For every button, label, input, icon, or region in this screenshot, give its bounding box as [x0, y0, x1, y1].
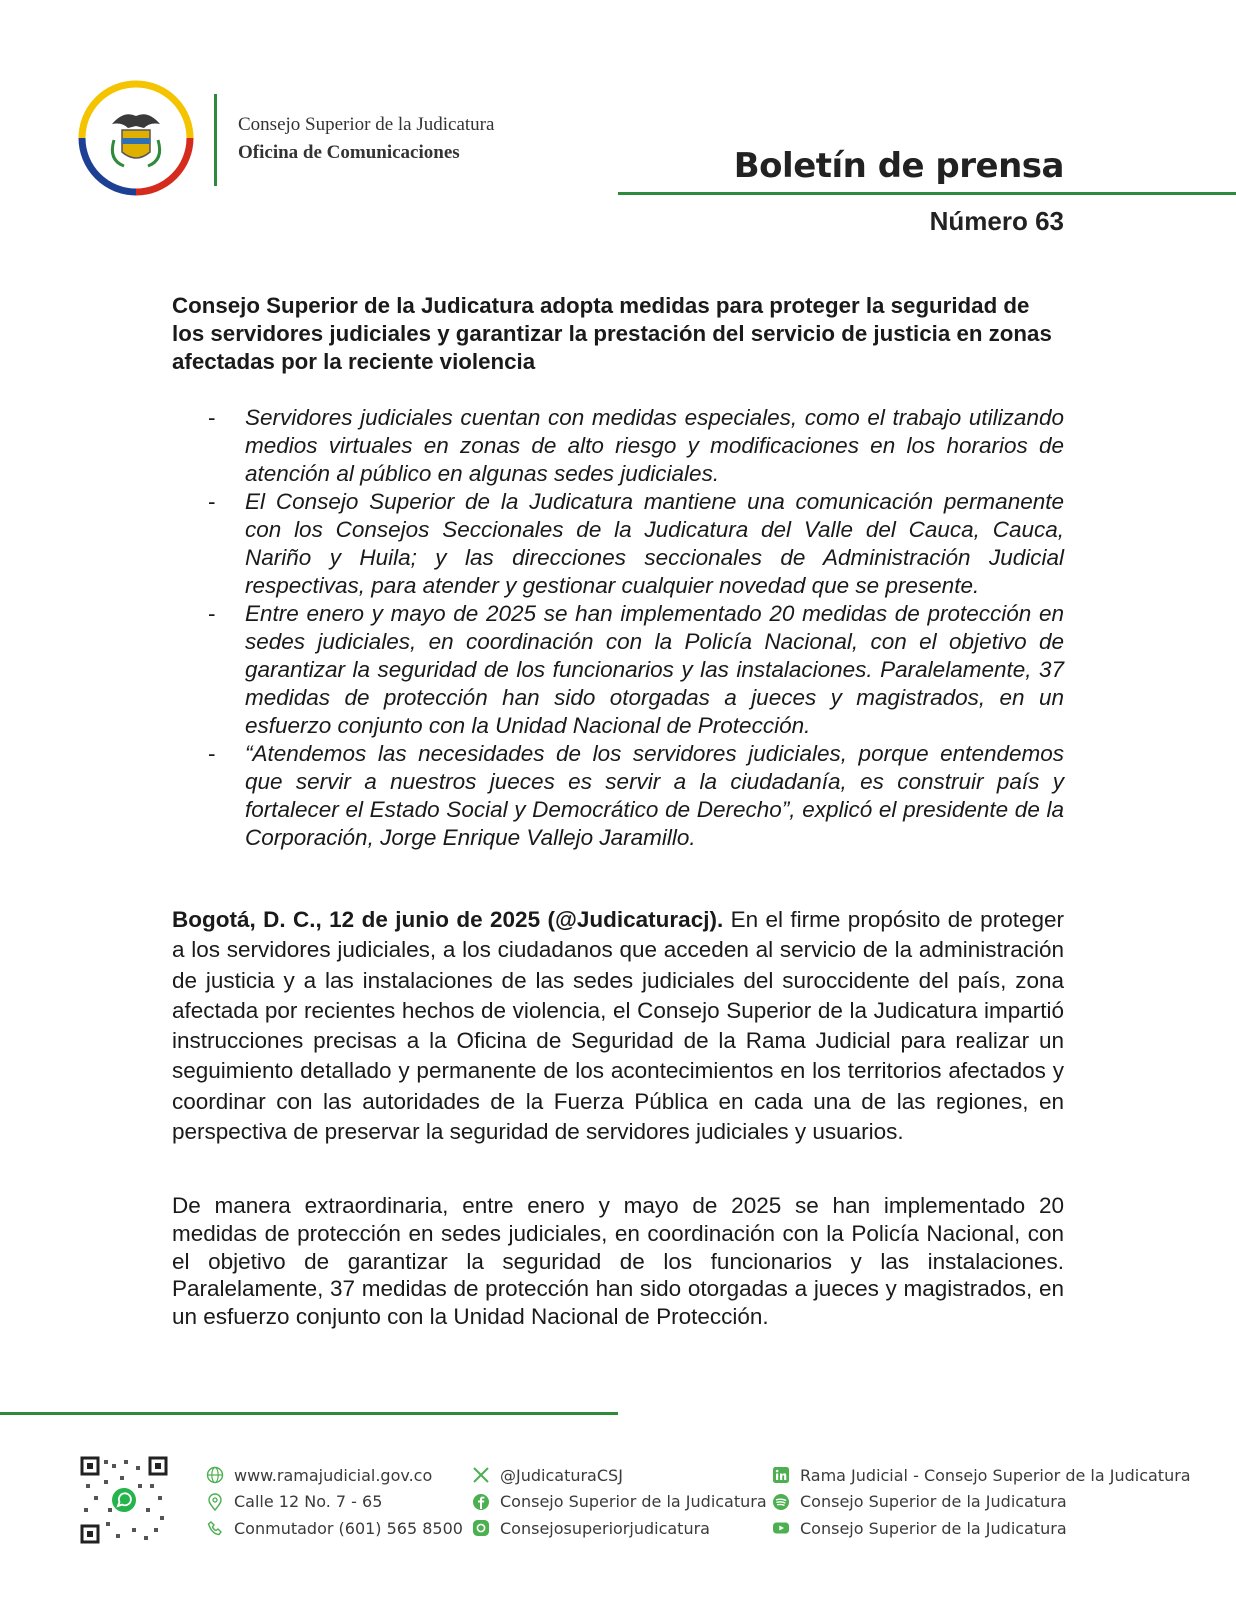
location-pin-icon — [206, 1493, 224, 1511]
footer-spotify-link[interactable] — [772, 1489, 1191, 1516]
bullet-item — [172, 600, 1064, 740]
footer-contact-column — [206, 1462, 463, 1542]
bullet-text: Entre enero y mayo de 2025 se han implementado 20 medidas de protección en sedes judiciales, en coordinación con la Policía Nacional, con el objetivo de garantizar la seguridad de los funcionarios y las instalaciones. Paralelamente, 37 medidas de protección han sido otorgadas a jueces y magistrados, en un esfuerzo conjunto con la Unidad Nacional de Protección. — [245, 601, 1064, 738]
bullet-marker: - — [208, 741, 216, 766]
bullet-marker: - — [208, 489, 216, 514]
phone-text: Conmutador (601) 565 8500 — [234, 1518, 463, 1538]
spotify-icon — [772, 1493, 790, 1511]
bullet-text: “Atendemos las necesidades de los servidores judiciales, porque entendemos que servir a nuestros jueces es servir a la ciudadanía, es construir país y fortalecer el Estado Social y Democrático de Derecho”, explicó el presidente de la Corporación, Jorge Enrique Vallejo Jaramillo. — [245, 741, 1064, 850]
x-icon — [472, 1466, 490, 1484]
youtube-text: Consejo Superior de la Judicatura — [800, 1518, 1067, 1538]
body-paragraph-2: De manera extraordinaria, entre enero y mayo de 2025 se han implementado 20 medidas de protección en sedes judiciales, en coordinación con la Policía Nacional, con el objetivo de garantizar la seguridad de los funcionarios y las instalaciones. Paralelamente, 37 medidas de protección han sido otorgadas a jueces y magistrados, en un esfuerzo conjunto con la Unidad Nacional de Protección. — [172, 1193, 1064, 1330]
office-name: Oficina de Comunicaciones — [238, 142, 460, 163]
bullet-marker: - — [208, 405, 216, 430]
globe-icon — [206, 1466, 224, 1484]
footer-social-column-2 — [772, 1462, 1191, 1542]
footer-rule — [0, 1412, 618, 1415]
header-divider — [214, 94, 217, 186]
footer-social-column-1 — [472, 1462, 767, 1542]
bullet-item — [172, 488, 1064, 600]
body-paragraph-1 — [172, 905, 1064, 1147]
footer-x-link[interactable] — [472, 1462, 767, 1489]
instagram-icon — [472, 1519, 490, 1537]
x-handle: @JudicaturaCSJ — [500, 1465, 623, 1485]
address-text: Calle 12 No. 7 - 65 — [234, 1492, 383, 1512]
bulletin-number: Número 63 — [929, 206, 1064, 236]
bullet-marker: - — [208, 601, 216, 626]
linkedin-icon — [772, 1466, 790, 1484]
footer-facebook-link[interactable] — [472, 1489, 767, 1516]
dateline: Bogotá, D. C., 12 de junio de 2025 (@Judicaturacj). — [172, 907, 724, 932]
coat-of-arms-logo — [78, 80, 194, 196]
facebook-text: Consejo Superior de la Judicatura — [500, 1492, 767, 1512]
footer-instagram-link[interactable] — [472, 1515, 767, 1542]
headline: Consejo Superior de la Judicatura adopta medidas para proteger la seguridad de los servidores judiciales y garantizar la prestación del servicio de justicia en zonas afectadas por la reciente violencia — [172, 293, 1052, 374]
footer-linkedin-link[interactable] — [772, 1462, 1191, 1489]
qr-code — [80, 1456, 168, 1544]
footer-phone[interactable] — [206, 1515, 463, 1542]
footer-youtube-link[interactable] — [772, 1515, 1191, 1542]
website-text: www.ramajudicial.gov.co — [234, 1465, 433, 1485]
document-type-title: Boletín de prensa — [733, 146, 1064, 186]
bullet-text: El Consejo Superior de la Judicatura mantiene una comunicación permanente con los Consejos Seccionales de la Judicatura del Valle del Cauca, Cauca, Nariño y Huila; y las direcciones seccionales de Administración Judicial respectivas, para atender y gestionar cualquier novedad que se presente. — [245, 489, 1064, 598]
youtube-icon — [772, 1519, 790, 1537]
paragraph-text: En el firme propósito de proteger a los servidores judiciales, a los ciudadanos que acceden al servicio de la administración de justicia y a las instalaciones de las sedes judiciales del suroccidente del país, zona afectada por recientes hechos de violencia, el Consejo Superior de la Judicatura impartió instrucciones precisas a la Oficina de Seguridad de la Rama Judicial para realizar un seguimiento detallado y permanente de los acontecimientos en los territorios afectados y coordinar con las autoridades de la Fuerza Pública en cada una de las regiones, en perspectiva de preservar la seguridad de servidores judiciales y usuarios. — [172, 907, 1064, 1145]
footer-website[interactable] — [206, 1462, 463, 1489]
summary-bullets — [172, 404, 1064, 852]
instagram-text: Consejosuperiorjudicatura — [500, 1518, 710, 1538]
facebook-icon — [472, 1493, 490, 1511]
bullet-item — [172, 740, 1064, 852]
spotify-text: Consejo Superior de la Judicatura — [800, 1492, 1067, 1512]
footer-address — [206, 1489, 463, 1516]
bullet-item — [172, 404, 1064, 488]
header-rule — [618, 192, 1236, 195]
linkedin-text: Rama Judicial - Consejo Superior de la Judicatura — [800, 1465, 1191, 1485]
organization-name: Consejo Superior de la Judicatura — [238, 114, 495, 135]
bullet-text: Servidores judiciales cuentan con medidas especiales, como el trabajo utilizando medios virtuales en zonas de alto riesgo y modificaciones en los horarios de atención al público en algunas sedes judiciales. — [245, 405, 1064, 486]
phone-icon — [206, 1519, 224, 1537]
